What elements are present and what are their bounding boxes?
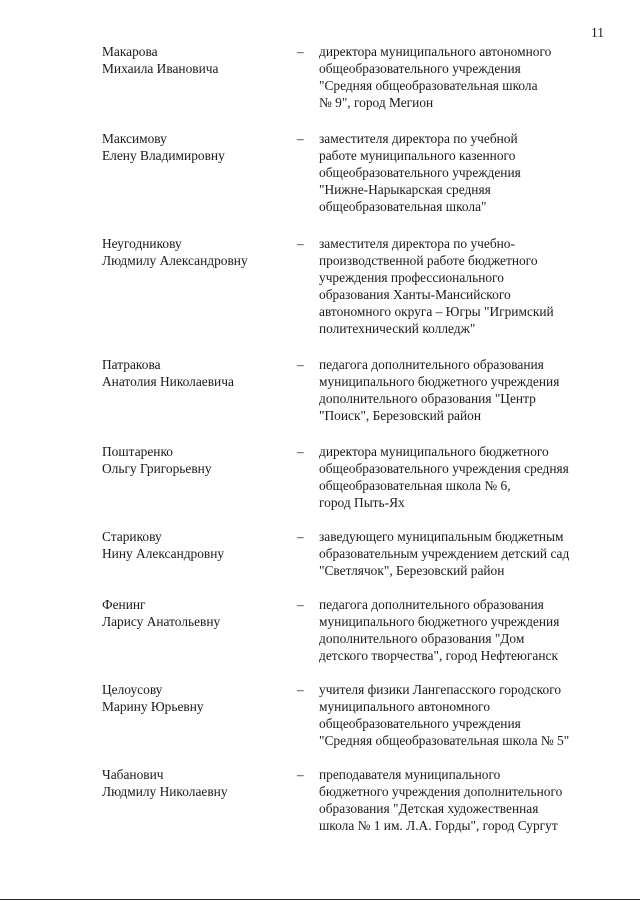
description-line: муниципального бюджетного учреждения: [319, 374, 560, 389]
given-names: Ольгу Григорьевну: [102, 461, 212, 476]
description-line: муниципального автономного: [319, 699, 491, 714]
description-line: № 9", город Мегион: [319, 95, 434, 110]
description-line: учителя физики Лангепасского городского: [319, 682, 562, 697]
given-names: Марину Юрьевну: [102, 699, 204, 714]
description-line: политехнический колледж": [319, 321, 476, 336]
description-line: дополнительного образования "Дом: [319, 631, 525, 646]
description-line: "Нижне-Нарыкарская средняя: [319, 182, 491, 197]
description-line: производственной работе бюджетного: [319, 253, 538, 268]
page-number: 11: [591, 25, 604, 40]
given-names: Анатолия Николаевича: [102, 374, 234, 389]
description-line: заместителя директора по учебно-: [319, 236, 515, 251]
surname: Максимову: [102, 131, 167, 146]
dash: –: [297, 444, 304, 459]
dash: –: [297, 767, 304, 782]
surname: Чабанович: [102, 767, 164, 782]
description-line: муниципального бюджетного учреждения: [319, 614, 560, 629]
description-line: образования "Детская художественная: [319, 801, 539, 816]
description-line: дополнительного образования "Центр: [319, 391, 536, 406]
description-line: преподавателя муниципального: [319, 767, 501, 782]
description-line: "Светлячок", Березовский район: [319, 563, 505, 578]
description-line: учреждения профессионального: [319, 270, 504, 285]
description-line: заведующего муниципальным бюджетным: [319, 529, 564, 544]
given-names: Елену Владимировну: [102, 148, 225, 163]
surname: Макарова: [102, 44, 158, 59]
position-description: [319, 43, 619, 111]
description-line: общеобразовательного учреждения средняя: [319, 461, 569, 476]
dash: –: [297, 357, 304, 372]
description-line: город Пыть-Ях: [319, 495, 405, 510]
description-line: педагога дополнительного образования: [319, 597, 544, 612]
description-line: "Средняя общеобразовательная школа № 5": [319, 733, 570, 748]
description-line: "Поиск", Березовский район: [319, 408, 481, 423]
description-line: детского творчества", город Нефтеюганск: [319, 648, 558, 663]
description-line: общеобразовательного учреждения: [319, 716, 521, 731]
person-name: [102, 443, 282, 477]
description-line: бюджетного учреждения дополнительного: [319, 784, 563, 799]
person-name: [102, 130, 282, 164]
description-line: общеобразовательного учреждения: [319, 61, 521, 76]
description-line: образовательным учреждением детский сад: [319, 546, 570, 561]
position-description: [319, 130, 619, 215]
position-description: [319, 681, 619, 749]
description-line: директора муниципального автономного: [319, 44, 552, 59]
dash: –: [297, 131, 304, 146]
given-names: Михаила Ивановича: [102, 61, 219, 76]
surname: Фенинг: [102, 597, 146, 612]
position-description: [319, 356, 619, 424]
footer-rule: [0, 899, 640, 900]
position-description: [319, 443, 619, 511]
description-line: школа № 1 им. Л.А. Горды", город Сургут: [319, 818, 558, 833]
surname: Целоусову: [102, 682, 163, 697]
dash: –: [297, 529, 304, 544]
person-name: [102, 681, 282, 715]
description-line: "Средняя общеобразовательная школа: [319, 78, 538, 93]
given-names: Людмилу Александровну: [102, 253, 248, 268]
position-description: [319, 235, 619, 337]
person-name: [102, 528, 282, 562]
given-names: Нину Александровну: [102, 546, 225, 561]
surname: Старикову: [102, 529, 162, 544]
surname: Неугодникову: [102, 236, 182, 251]
dash: –: [297, 597, 304, 612]
description-line: общеобразовательная школа": [319, 199, 487, 214]
given-names: Людмилу Николаевну: [102, 784, 228, 799]
person-name: [102, 596, 282, 630]
person-name: [102, 43, 282, 77]
description-line: работе муниципального казенного: [319, 148, 516, 163]
description-line: педагога дополнительного образования: [319, 357, 544, 372]
description-line: директора муниципального бюджетного: [319, 444, 549, 459]
description-line: общеобразовательного учреждения: [319, 165, 521, 180]
description-line: образования Ханты-Мансийского: [319, 287, 511, 302]
description-line: заместителя директора по учебной: [319, 131, 518, 146]
description-line: общеобразовательная школа № 6,: [319, 478, 511, 493]
dash: –: [297, 682, 304, 697]
position-description: [319, 528, 619, 579]
position-description: [319, 766, 619, 834]
given-names: Ларису Анатольевну: [102, 614, 221, 629]
dash: –: [297, 236, 304, 251]
dash: –: [297, 44, 304, 59]
position-description: [319, 596, 619, 664]
surname: Патракова: [102, 357, 161, 372]
person-name: [102, 235, 282, 269]
surname: Поштаренко: [102, 444, 173, 459]
person-name: [102, 766, 282, 800]
person-name: [102, 356, 282, 390]
description-line: автономного округа – Югры "Игримский: [319, 304, 554, 319]
